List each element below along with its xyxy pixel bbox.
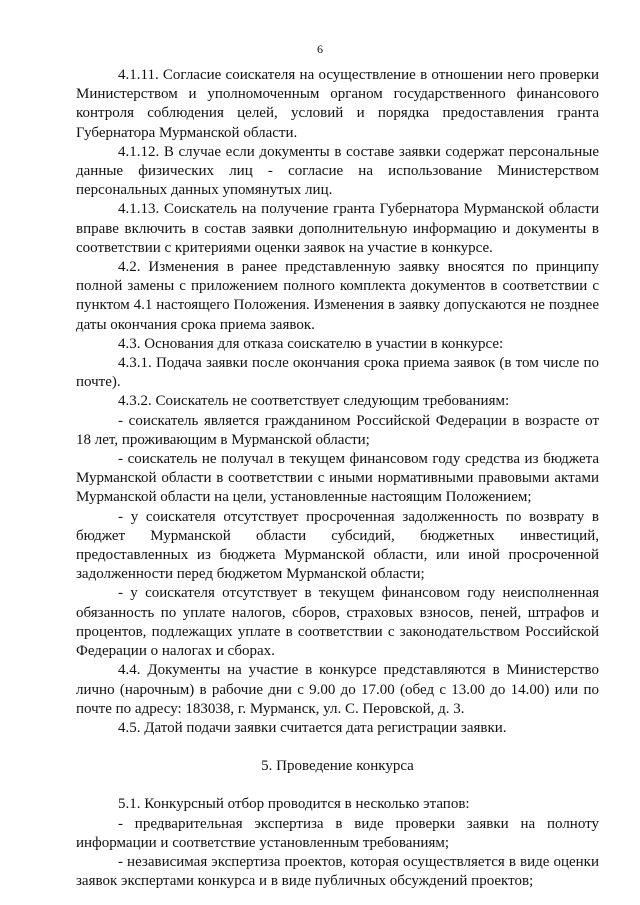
paragraph: 4.4. Документы на участие в конкурсе представляются в Министерство лично (нарочным) в рабочие дни с 9.00 до 17.00 (обед с 13.00 до 14.00) или по почте по адресу: 183038, г. Мурманск, ул. С. Перовской, д. 3.: [76, 662, 599, 717]
paragraph: 4.3. Основания для отказа соискателю в участии в конкурсе:: [118, 335, 504, 352]
section-heading: 5. Проведение конкурса: [261, 758, 414, 775]
paragraph: 4.3.2. Соискатель не соответствует следующим требованиям:: [118, 393, 510, 410]
paragraph: 4.1.12. В случае если документы в составе заявки содержат персональные данные физических лиц - согласие на использование Министерством персональных данных упомянутых лиц.: [76, 143, 599, 199]
paragraph: 4.1.13. Соискатель на получение гранта Губернатора Мурманской области вправе включить в состав заявки дополнительную информацию и документы в соответствии с критериями оценки заявок на участие в конкурсе.: [76, 201, 599, 256]
paragraph: 4.2. Изменения в ранее представленную заявку вносятся по принципу полной замены с приложением полного комплекта документов в соответствии с пунктом 4.1 настоящего Положения. Изменения в заявку допускаются не позднее даты окончания срока приема заявок.: [76, 259, 599, 333]
list-item: - у соискателя отсутствует просроченная задолженность по возврату в бюджет Мурманской области субсидий, бюджетных инвестиций, предоставленных из бюджета Мурманской области, или иной просроченной задолженности перед бюджетом Мурманской области;: [76, 508, 599, 583]
list-item: - независимая экспертиза проектов, которая осуществляется в виде оценки заявок экспертами конкурса и в виде публичных обсуждений проектов;: [76, 853, 599, 890]
page-number: 6: [317, 42, 323, 56]
list-item: - соискатель не получал в текущем финансовом году средства из бюджета Мурманской области в соответствии с иными нормативными правовыми актами Мурманской области на цели, установленные настоящим Положением;: [76, 451, 599, 506]
spacer: [76, 738, 599, 757]
list-item: - предварительная экспертиза в виде проверки заявки на полноту информации и соответствие установленным требованиям;: [76, 815, 599, 851]
paragraph: 4.1.11. Согласие соискателя на осуществление в отношении него проверки Министерством и уполномоченным органом государственного финансового контроля соблюдения целей, условий и порядка предоставления гранта Губернатора Мурманской области.: [76, 67, 599, 141]
spacer: [76, 776, 599, 795]
paragraph: 5.1. Конкурсный отбор проводится в несколько этапов:: [118, 796, 470, 813]
list-item: - у соискателя отсутствует в текущем финансовом году неисполненная обязанность по уплате налогов, сборов, страховых взносов, пеней, штрафов и процентов, подлежащих уплате в соответствии с законодательством Российской Федерации о налогах и сборах.: [76, 585, 599, 660]
paragraph: 4.5. Датой подачи заявки считается дата регистрации заявки.: [118, 719, 507, 736]
document-body: [76, 66, 599, 891]
paragraph: 4.3.1. Подача заявки после окончания срока приема заявок (в том числе по почте).: [76, 355, 599, 391]
list-item: - соискатель является гражданином Российской Федерации в возрасте от 18 лет, проживающим в Мурманской области;: [76, 412, 599, 448]
